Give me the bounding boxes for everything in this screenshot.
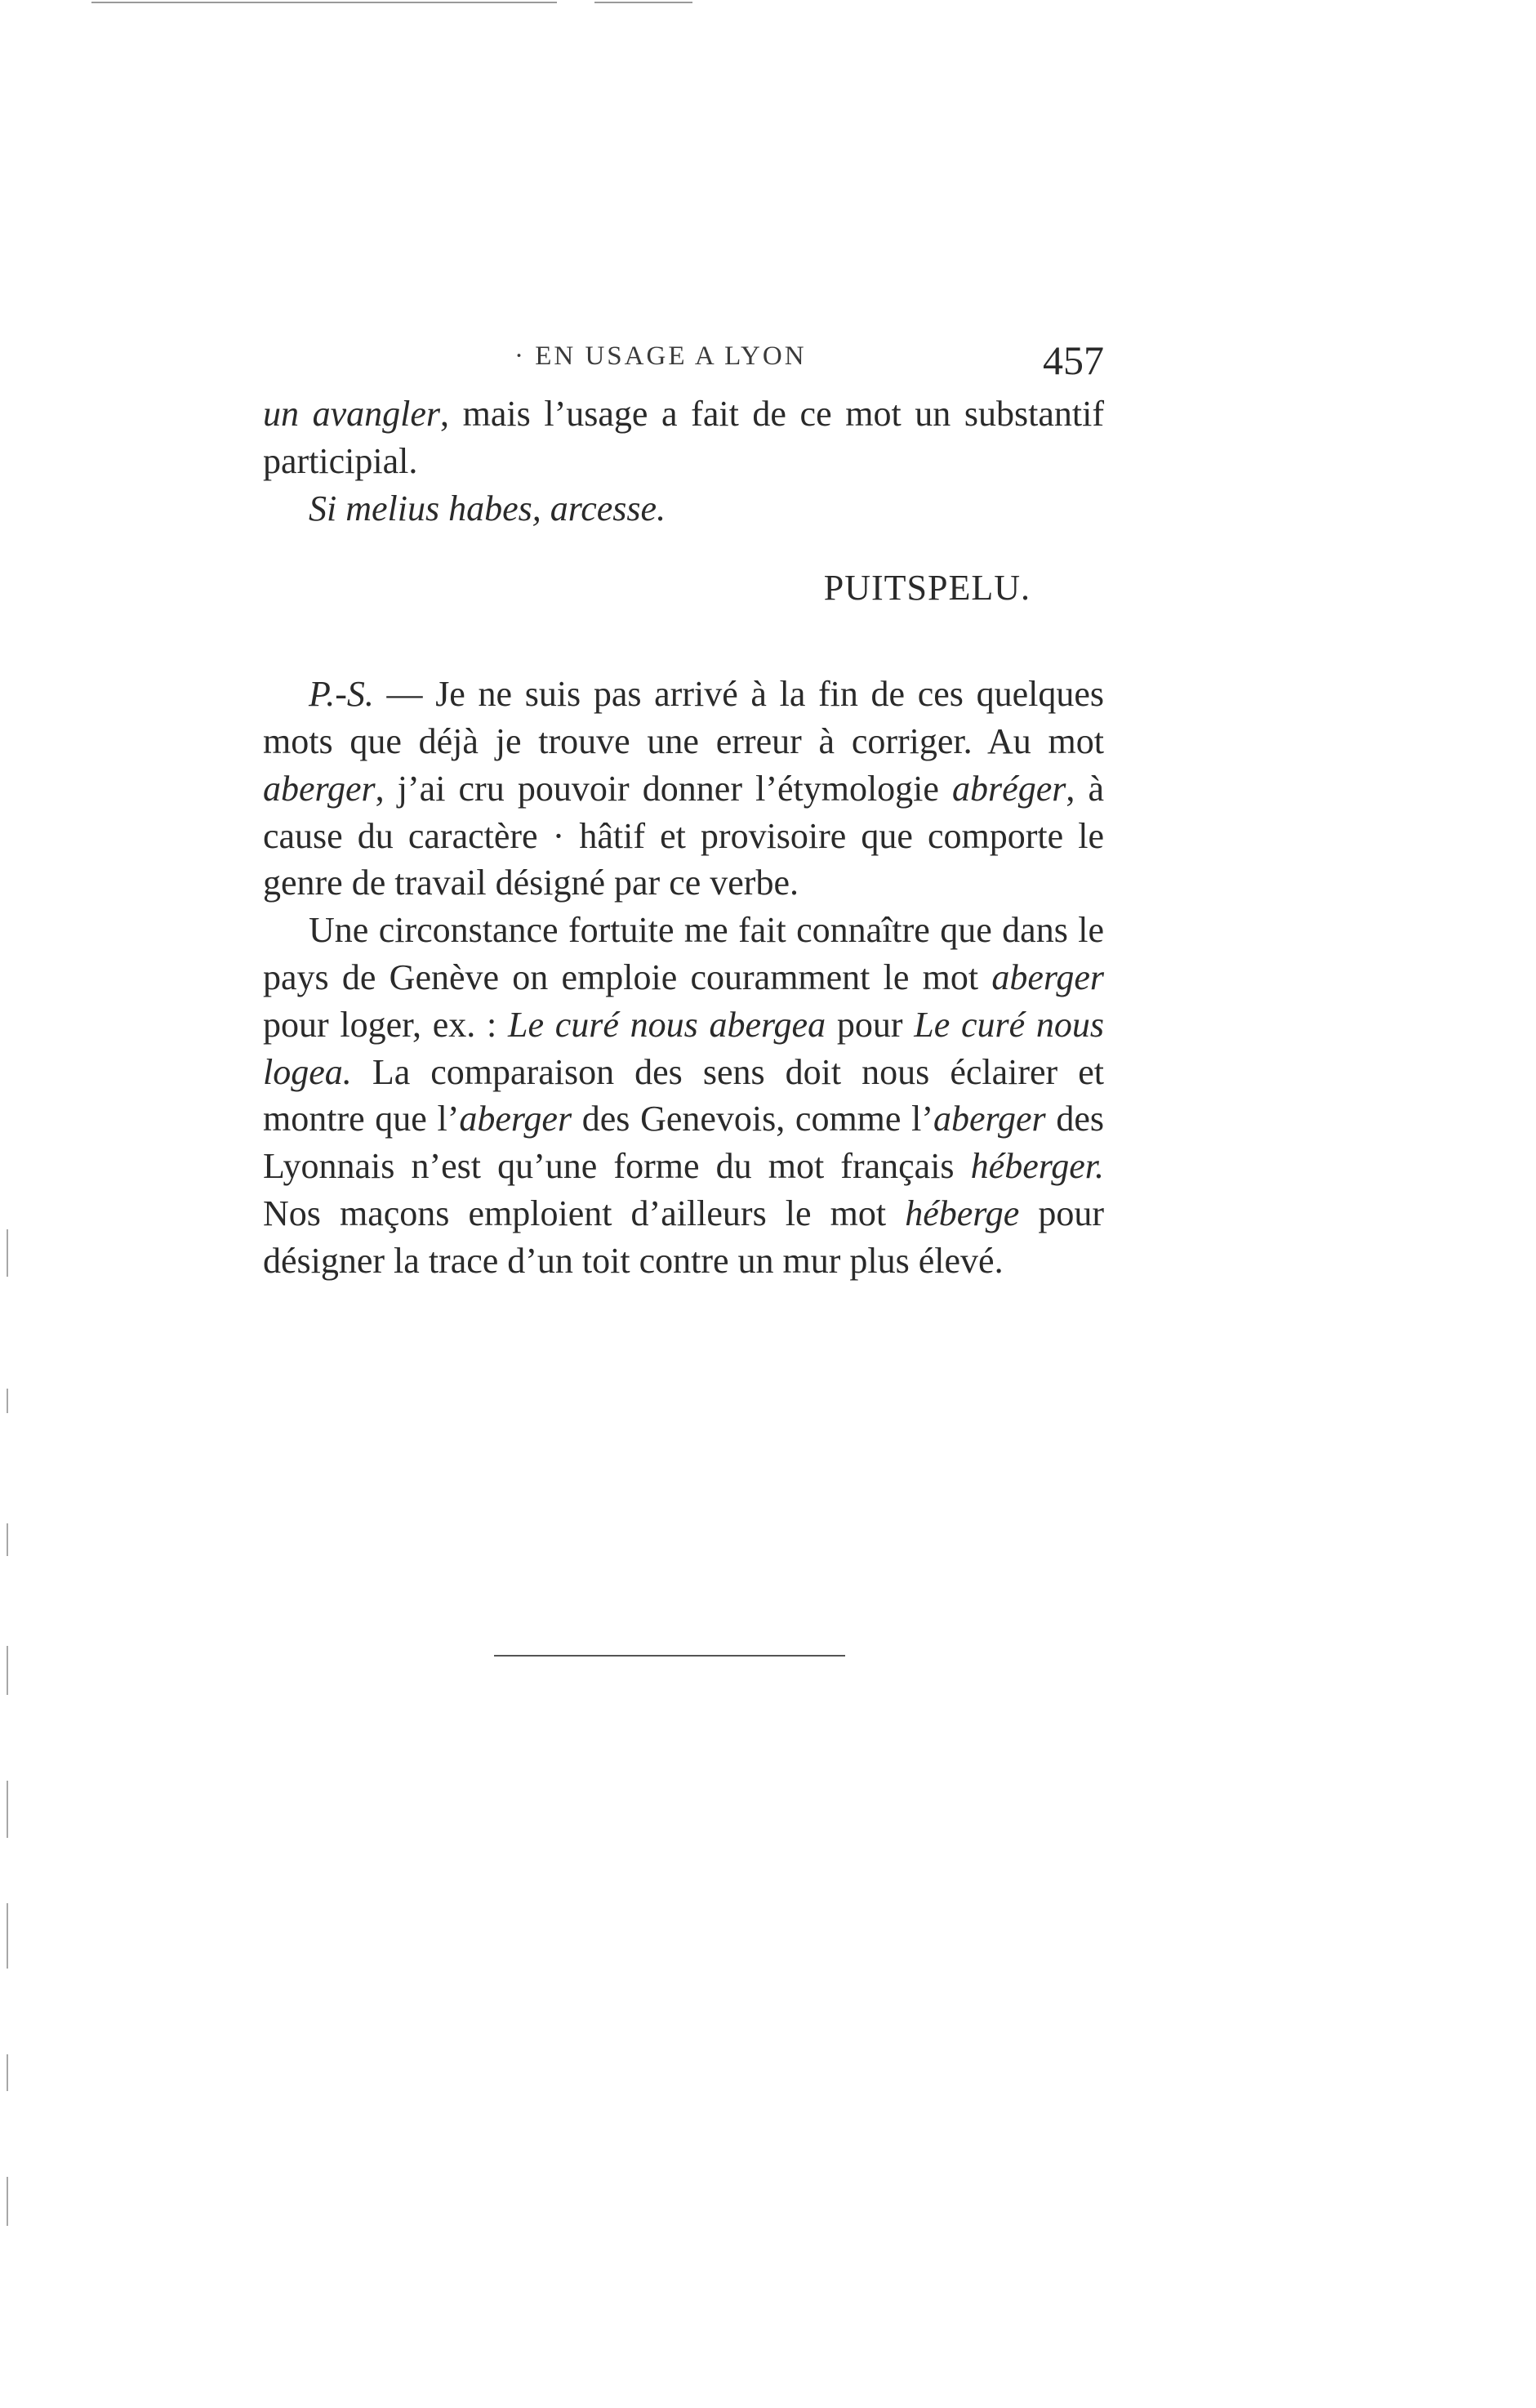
page-number: 457 xyxy=(1043,337,1104,383)
top-scan-rule-short xyxy=(594,2,692,3)
scan-edge-mark xyxy=(7,1646,8,1695)
scan-edge-mark xyxy=(7,1389,8,1413)
italic-example: Le curé nous abergea xyxy=(508,1004,826,1045)
italic-term: un avangler xyxy=(263,394,441,434)
paragraph-text: des Genevois, comme l’ xyxy=(572,1099,933,1139)
italic-term: héberger. xyxy=(970,1146,1104,1187)
paragraph-continuation xyxy=(263,390,1104,485)
page-body xyxy=(263,390,1104,1285)
ps-text: , à cause du caractère · hâtif et provisoire que comporte le genre de travail désigné par ce verbe. xyxy=(263,768,1104,903)
paragraph-text: pour xyxy=(826,1004,915,1045)
author-signature: PUITSPELU. xyxy=(823,568,1031,609)
paragraph-text: Une circonstance fortuite me fait connaître que dans le pays de Genève on emploie couramment le mot xyxy=(263,910,1104,997)
scan-edge-mark xyxy=(7,1903,8,1969)
paragraph-text: La comparaison des sens doit nous éclairer et montre que l’ xyxy=(263,1051,1104,1139)
paragraph-text: pour désigner la trace d’un toit contre un mur plus élevé. xyxy=(263,1193,1105,1281)
scan-edge-mark xyxy=(7,2054,8,2091)
italic-term: abréger xyxy=(952,768,1066,809)
body-paragraph xyxy=(263,907,1104,1284)
section-end-rule xyxy=(494,1655,845,1657)
scan-edge-mark xyxy=(7,1229,8,1277)
quote-text: Si melius habes, arcesse. xyxy=(309,488,666,528)
postscript-paragraph xyxy=(263,671,1104,907)
page-header xyxy=(263,337,1104,386)
italic-term: aberger xyxy=(933,1099,1046,1139)
italic-example: Le curé nous logea. xyxy=(263,1004,1104,1092)
latin-quote xyxy=(263,485,1104,533)
paragraph-text: des Lyonnais n’est qu’une forme du mot français xyxy=(263,1099,1105,1187)
paragraph-text: pour loger, ex. : xyxy=(263,1004,508,1045)
running-title: · EN USAGE A LYON xyxy=(514,341,807,371)
postscript-label: P.-S. xyxy=(309,674,374,715)
top-scan-rule xyxy=(91,2,557,3)
scan-edge-mark xyxy=(7,2177,8,2226)
paragraph-text: Nos maçons emploient d’ailleurs le mot xyxy=(263,1193,906,1233)
scan-edge-mark xyxy=(7,1523,8,1556)
paragraph-text: , mais l’usage a fait de ce mot un substantif participial. xyxy=(263,394,1105,481)
italic-term: héberge xyxy=(905,1193,1020,1233)
scan-edge-mark xyxy=(7,1781,8,1838)
italic-term: aberger xyxy=(263,768,376,809)
italic-term: aberger xyxy=(459,1099,572,1139)
ps-text: , j’ai cru pouvoir donner l’étymologie xyxy=(375,768,953,809)
ps-text: — Je ne suis pas arrivé à la fin de ces quelques mots que déjà je trouve une erreur à corriger. Au mot xyxy=(263,674,1104,761)
italic-term: aberger xyxy=(991,957,1104,997)
